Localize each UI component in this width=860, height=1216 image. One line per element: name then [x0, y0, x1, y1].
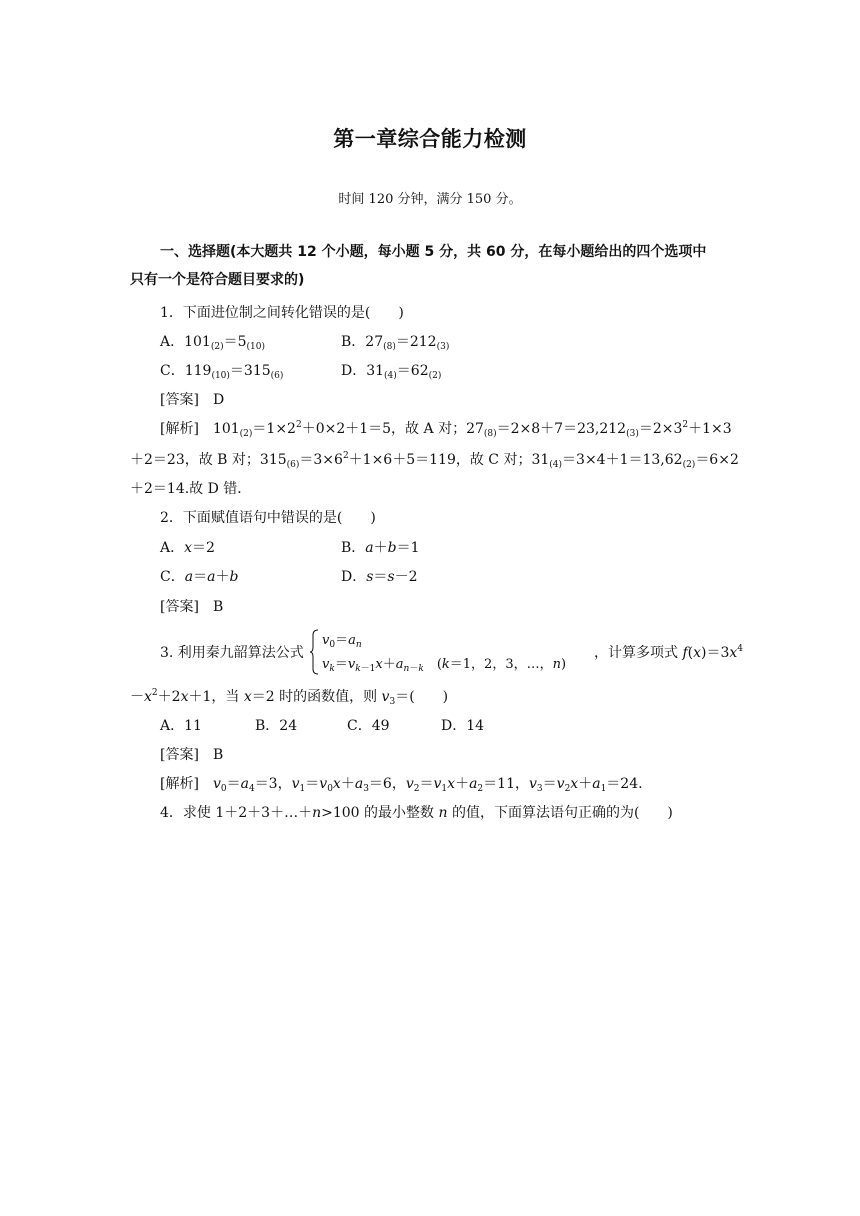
left-brace-icon	[310, 629, 320, 675]
question-4-stem-suffix: 的值，下面算法语句正确的为( )	[447, 805, 673, 821]
question-4-stem-prefix: 4．求使 1＋2＋3＋…＋	[160, 805, 313, 821]
question-2-stem: 2．下面赋值语句中错误的是( )	[160, 510, 376, 526]
section-heading-line-1: 一、选择题(本大题共 12 个小题，每小题 5 分，共 60 分，在每小题给出的四个选项中	[160, 244, 707, 260]
question-3-answer	[160, 745, 223, 765]
question-1-option-d: D．$31_{(4)}=62_{(2)}$	[341, 363, 442, 381]
question-1-analysis-line-1: [解析] $101_{(2)}=1\times 2^2+0\times 2+1=5$，故 A 对；$27_{(8)}=2\times 8+7=23,212_{(3)}=2\times 3^2+1\times 3$	[160, 420, 732, 439]
analysis-label: [解析]	[160, 421, 199, 437]
analysis-label: [解析]	[160, 776, 199, 792]
question-2-option-a: A．x＝2	[160, 540, 215, 556]
question-4-stem: 4．求使 1＋2＋3＋…＋n>100 的最小整数 n 的值，下面算法语句正确的为( )	[160, 805, 673, 821]
answer-label: [答案]	[160, 747, 199, 763]
question-3-option-a: A．11	[160, 718, 202, 734]
section-heading-line-2: 只有一个是符合题目要求的)	[130, 272, 305, 288]
formula-row-1: $v_0=a_n$	[322, 633, 362, 650]
question-1-option-a: A．$101_{(2)}=5_{(10)}$	[160, 334, 265, 352]
answer-value: B	[212, 599, 224, 615]
qinjiushao-formula	[310, 629, 590, 675]
question-1-analysis-line-3: ＋2＝14.故 D 错．	[130, 481, 252, 497]
question-3-stem-suffix: ，计算多项式 $f(x)=3x^4$	[594, 644, 744, 661]
question-1-answer	[160, 390, 224, 410]
question-3-stem-line-2: $-x^2+2x+1$，当 x＝2 时的函数值，则 $v_3=$( )	[130, 688, 449, 707]
answer-label: [答案]	[160, 599, 199, 615]
page-title: 第一章综合能力检测	[333, 127, 527, 151]
answer-label: [答案]	[160, 392, 199, 408]
question-1-analysis-line-2: ＋2＝23，故 B 对；$315_{(6)}=3\times 6^2+1\times 6+5=119$，故 C 对；$31_{(4)}=3\times 4+1=13,62_{(2)}=6\times 2$	[130, 451, 739, 470]
question-2-option-c: C．a＝a＋b	[160, 569, 239, 585]
question-2-answer	[160, 597, 223, 617]
question-3-option-c: C．49	[347, 718, 390, 734]
formula-row-2: $v_k=v_{k-1}x+a_{n-k}$ (k＝1，2，3，…，n)	[322, 657, 567, 674]
question-3-analysis: [解析] $v_0=a_4=3$，$v_1=v_0x+a_3=6$，$v_2=v_1x+a_2=11$，$v_3=v_2x+a_1=24$.	[160, 776, 643, 794]
question-3-option-b: B．24	[255, 718, 298, 734]
question-4-stem-mid: >100 的最小整数	[321, 805, 439, 821]
question-2-option-b: B．a＋b＝1	[341, 540, 420, 556]
question-3-stem-prefix: 3. 利用秦九韶算法公式	[160, 645, 304, 661]
question-3-option-d: D．14	[441, 718, 485, 734]
question-2-option-d: D．s＝s－2	[341, 569, 418, 585]
question-1-option-c: C．$119_{(10)}=315_{(6)}$	[160, 363, 284, 381]
answer-value: B	[212, 747, 224, 763]
question-1-stem: 1．下面进位制之间转化错误的是( )	[160, 305, 404, 321]
question-1-option-b: B．$27_{(8)}=212_{(3)}$	[341, 334, 450, 352]
exam-info: 时间 120 分钟，满分 150 分。	[338, 192, 522, 207]
answer-value: D	[212, 392, 225, 408]
